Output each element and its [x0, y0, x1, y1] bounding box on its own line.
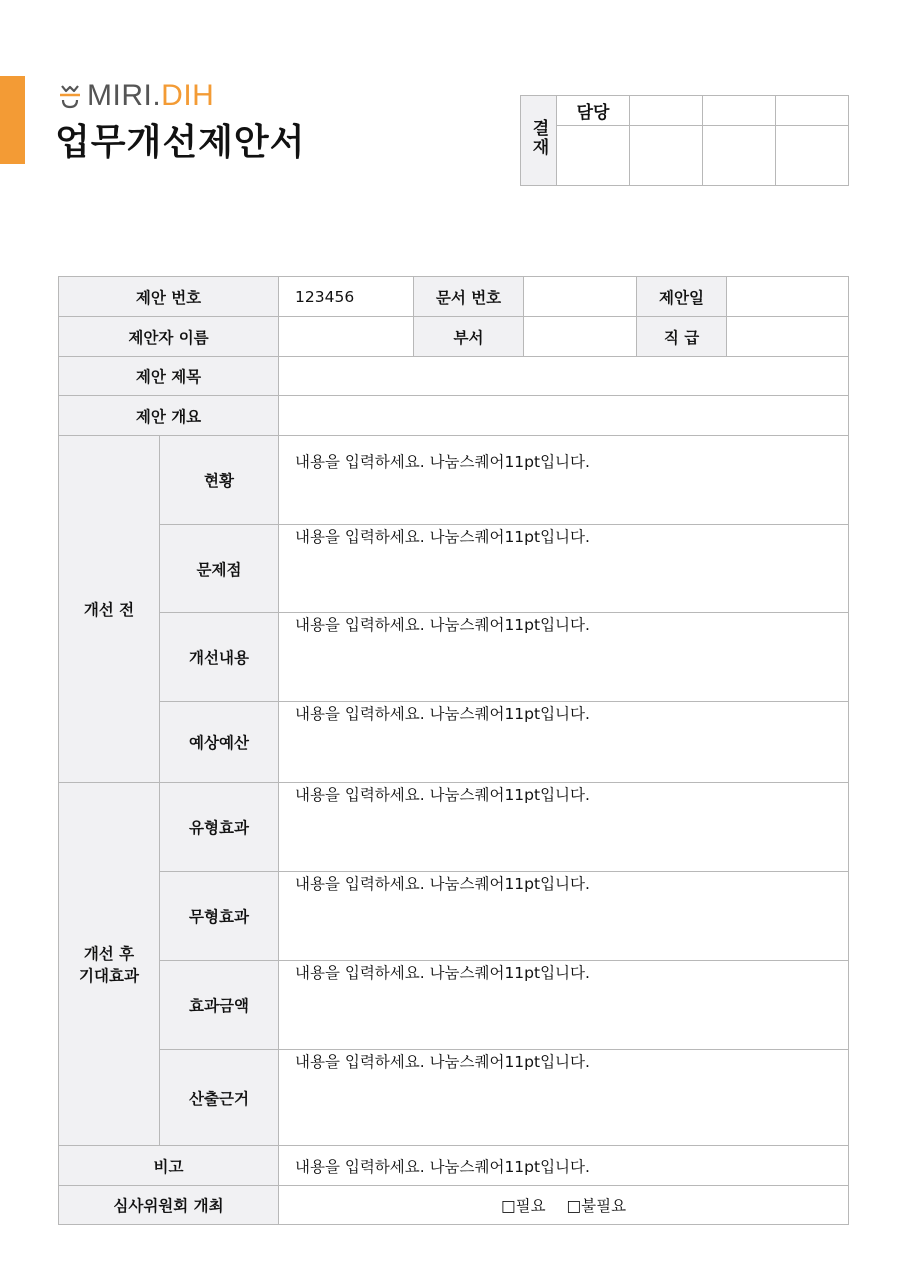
department-label: 부서 — [414, 317, 524, 357]
expected-budget-label: 예상예산 — [160, 702, 279, 783]
calculation-basis-label: 산출근거 — [160, 1050, 279, 1146]
intangible-effect-label: 무형효과 — [160, 872, 279, 961]
improvement-content-label: 개선내용 — [160, 613, 279, 702]
effect-amount-label: 효과금액 — [160, 961, 279, 1050]
approval-sign-3[interactable] — [703, 126, 776, 186]
department-field[interactable] — [524, 317, 637, 357]
after-improvement-label — [59, 783, 160, 1146]
brand-accent-bar — [0, 76, 25, 164]
calculation-basis-field[interactable]: 내용을 입력하세요. 나눔스퀘어11pt입니다. — [279, 1050, 849, 1146]
document-number-field[interactable] — [524, 277, 637, 317]
approval-head-2 — [630, 96, 703, 126]
after-improvement-label-line2: 기대효과 — [79, 967, 139, 985]
document-title: 업무개선제안서 — [55, 122, 306, 163]
approval-head-4 — [776, 96, 849, 126]
proposal-subject-label: 제안 제목 — [59, 357, 279, 396]
proposal-subject-field[interactable] — [279, 357, 849, 396]
committee-required-checkbox[interactable]: □필요 — [500, 1197, 546, 1215]
logo-text-dih: DIH — [161, 79, 215, 112]
proposal-summary-field[interactable] — [279, 396, 849, 436]
committee-options — [279, 1186, 849, 1225]
rank-field[interactable] — [727, 317, 849, 357]
expected-budget-field[interactable]: 내용을 입력하세요. 나눔스퀘어11pt입니다. — [279, 702, 849, 783]
proposal-number-field[interactable]: 123456 — [279, 277, 414, 317]
remark-field[interactable]: 내용을 입력하세요. 나눔스퀘어11pt입니다. — [279, 1146, 849, 1186]
proposer-name-label: 제안자 이름 — [59, 317, 279, 357]
approval-sign-manager[interactable] — [557, 126, 630, 186]
problem-field[interactable]: 내용을 입력하세요. 나눔스퀘어11pt입니다. — [279, 525, 849, 613]
committee-not-required-checkbox[interactable]: □불필요 — [566, 1197, 627, 1215]
intangible-effect-field[interactable]: 내용을 입력하세요. 나눔스퀘어11pt입니다. — [279, 872, 849, 961]
after-improvement-label-line1: 개선 후 — [83, 945, 135, 963]
approval-sign-2[interactable] — [630, 126, 703, 186]
before-improvement-label: 개선 전 — [59, 436, 160, 783]
company-logo — [57, 80, 214, 112]
proposal-date-label: 제안일 — [637, 277, 727, 317]
approval-head-manager: 담당 — [557, 96, 630, 126]
effect-amount-field[interactable]: 내용을 입력하세요. 나눔스퀘어11pt입니다. — [279, 961, 849, 1050]
proposal-form — [58, 276, 849, 1225]
approval-sign-4[interactable] — [776, 126, 849, 186]
tangible-effect-field[interactable]: 내용을 입력하세요. 나눔스퀘어11pt입니다. — [279, 783, 849, 872]
problem-label: 문제점 — [160, 525, 279, 613]
committee-label: 심사위원회 개최 — [59, 1186, 279, 1225]
approval-label: 결재 — [521, 96, 557, 186]
remark-label: 비고 — [59, 1146, 279, 1186]
proposer-name-field[interactable] — [279, 317, 414, 357]
logo-mark-icon — [57, 82, 83, 110]
proposal-number-label: 제안 번호 — [59, 277, 279, 317]
current-status-field[interactable]: 내용을 입력하세요. 나눔스퀘어11pt입니다. — [279, 436, 849, 525]
improvement-content-field[interactable]: 내용을 입력하세요. 나눔스퀘어11pt입니다. — [279, 613, 849, 702]
logo-text-miri: MIRI. — [87, 79, 162, 112]
approval-table — [520, 95, 849, 186]
proposal-summary-label: 제안 개요 — [59, 396, 279, 436]
tangible-effect-label: 유형효과 — [160, 783, 279, 872]
document-number-label: 문서 번호 — [414, 277, 524, 317]
current-status-label: 현황 — [160, 436, 279, 525]
rank-label: 직 급 — [637, 317, 727, 357]
approval-head-3 — [703, 96, 776, 126]
proposal-date-field[interactable] — [727, 277, 849, 317]
